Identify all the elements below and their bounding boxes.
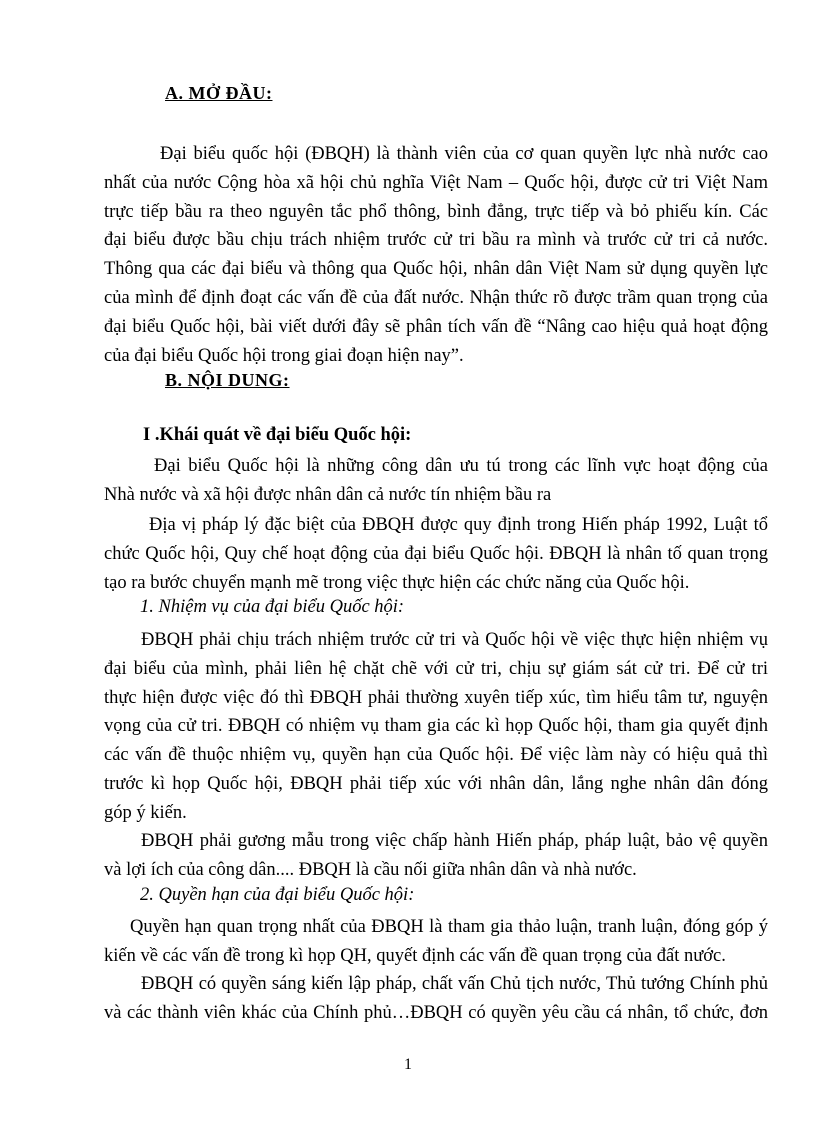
section-heading-b: B. NỘI DUNG:	[165, 370, 290, 390]
paragraph-line: ĐBQH có quyền sáng kiến lập pháp, chất vấn Chủ tịch nước, Thủ tướng Chính phủ	[141, 974, 768, 994]
intro-paragraph	[104, 140, 768, 370]
paragraph-line: các vấn đề thuộc nhiệm vụ, quyền hạn của Quốc hội. Để việc làm này có hiệu quả thì	[104, 745, 768, 766]
paragraph-line: vọng của cử tri. ĐBQH có nhiệm vụ tham gia các kì họp Quốc hội, tham gia quyết định	[104, 716, 768, 737]
paragraph-line: Thông qua các đại biểu và thông qua Quốc hội, nhân dân Việt Nam sử dụng quyền lực	[104, 259, 768, 280]
subheading-powers: 2. Quyền hạn của đại biểu Quốc hội:	[140, 885, 415, 905]
legal-status-paragraph	[104, 511, 768, 597]
paragraph-line: Địa vị pháp lý đặc biệt của ĐBQH được quy định trong Hiến pháp 1992, Luật tổ	[149, 515, 768, 535]
page-number: 1	[404, 1056, 412, 1073]
paragraph-line: kiến về các vấn đề trong kì họp QH, quyết định các vấn đề quan trọng của đất nước.	[104, 945, 726, 966]
legislative-initiative-paragraph	[104, 970, 768, 1028]
paragraph-line: thực hiện được việc đó thì ĐBQH phải thường xuyên tiếp xúc, tìm hiểu tâm tư, nguyện	[104, 687, 768, 708]
paragraph-line: ĐBQH phải chịu trách nhiệm trước cử tri và Quốc hội về việc thực hiện nhiệm vụ	[141, 630, 768, 650]
subsection-heading-i: I .Khái quát về đại biểu Quốc hội:	[143, 425, 412, 445]
paragraph-line: trước kì họp Quốc hội, ĐBQH phải tiếp xúc với nhân dân, lắng nghe nhân dân đóng	[104, 773, 768, 794]
paragraph-line: của đại biểu Quốc hội trong giai đoạn hiện nay”.	[104, 345, 464, 366]
subheading-duties: 1. Nhiệm vụ của đại biểu Quốc hội:	[140, 597, 405, 617]
paragraph-line: góp ý kiến.	[104, 802, 187, 823]
paragraph-line: trực tiếp bầu ra theo nguyên tắc phổ thông, bình đẳng, trực tiếp và bỏ phiếu kín. Các	[104, 201, 768, 222]
paragraph-line: chức Quốc hội, Quy chế hoạt động của đại biểu Quốc hội. ĐBQH là nhân tố quan trọng	[104, 543, 768, 564]
definition-paragraph	[104, 452, 768, 510]
paragraph-line: đại biểu Quốc hội, bài viết dưới đây sẽ phân tích vấn đề “Nâng cao hiệu quả hoạt động	[104, 316, 768, 337]
duties-paragraph	[104, 626, 768, 828]
paragraph-line: Quyền hạn quan trọng nhất của ĐBQH là tham gia thảo luận, tranh luận, đóng góp ý	[130, 917, 768, 937]
paragraph-line: nhất của nước Cộng hòa xã hội chủ nghĩa Việt Nam – Quốc hội, được cử tri Việt Nam	[104, 172, 768, 193]
paragraph-line: và các thành viên khác của Chính phủ…ĐBQH có quyền yêu cầu cá nhân, tổ chức, đơn	[104, 1002, 768, 1023]
paragraph-line: đại biểu được bầu chịu trách nhiệm trước cử tri bầu ra mình và trước cử tri cả nước.	[104, 230, 768, 251]
paragraph-line: Đại biểu Quốc hội là những công dân ưu tú trong các lĩnh vực hoạt động của	[154, 456, 768, 476]
powers-paragraph	[104, 913, 768, 971]
exemplary-paragraph	[104, 827, 768, 885]
paragraph-line: Đại biểu quốc hội (ĐBQH) là thành viên của cơ quan quyền lực nhà nước cao	[160, 144, 768, 164]
paragraph-line: Nhà nước và xã hội được nhân dân cả nước tín nhiệm bầu ra	[104, 484, 552, 505]
paragraph-line: và lợi ích của công dân.... ĐBQH là cầu nối giữa nhân dân và nhà nước.	[104, 859, 637, 880]
paragraph-line: của mình để định đoạt các vấn đề của đất nước. Nhận thức rõ được trầm quan trọng của	[104, 287, 768, 308]
section-heading-a: A. MỞ ĐẦU:	[165, 83, 273, 103]
paragraph-line: tạo ra bước chuyển mạnh mẽ trong việc thực hiện các chức năng của Quốc hội.	[104, 572, 690, 593]
paragraph-line: đại biểu của mình, phải liên hệ chặt chẽ với cử tri, chịu sự giám sát cử tri. Để cử tri	[104, 658, 768, 679]
paragraph-line: ĐBQH phải gương mẫu trong việc chấp hành Hiến pháp, pháp luật, bảo vệ quyền	[141, 831, 768, 851]
